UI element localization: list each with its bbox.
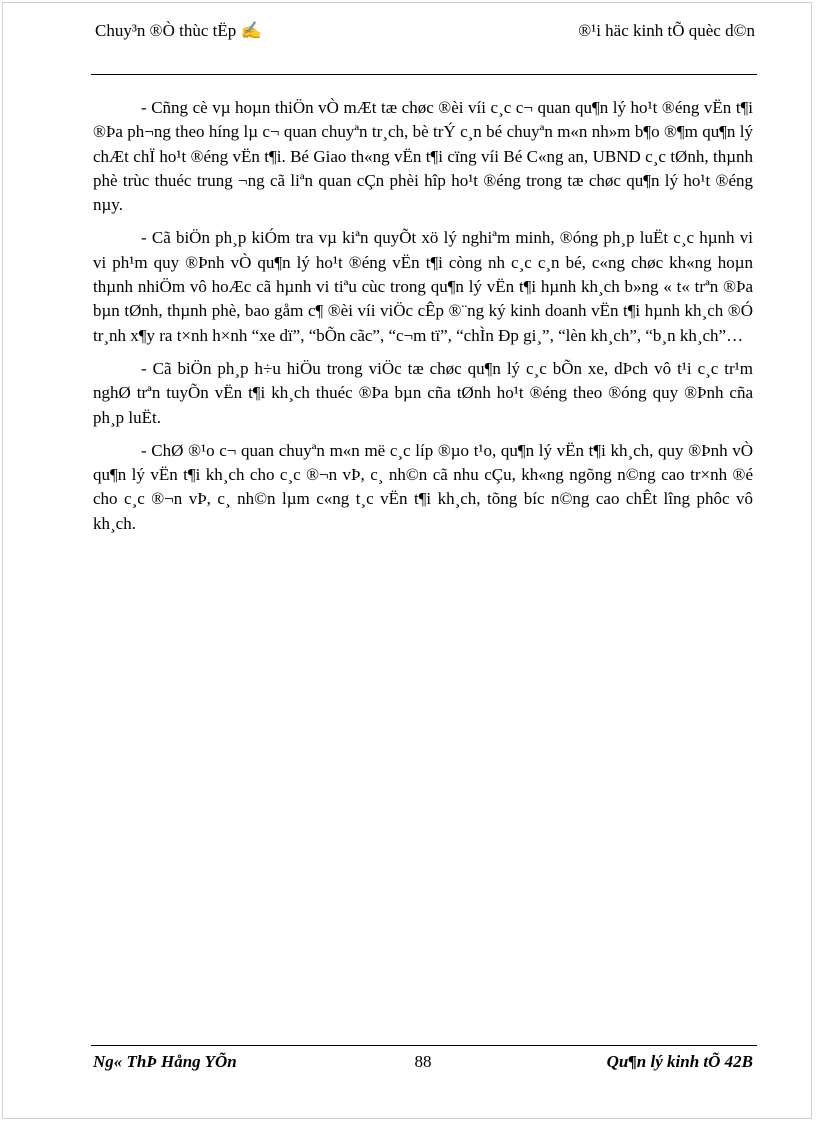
footer-divider [91, 1045, 757, 1046]
page-footer [93, 1052, 753, 1076]
footer-author: Ng« ThÞ Hång YÕn [93, 1052, 237, 1071]
page-header [95, 21, 755, 45]
paragraph-3: - Cã biÖn ph¸p h÷u hiÖu trong viÖc tæ chøc qu¶n lý c¸c bÕn xe, dÞch vô t¹i c¸c tr¹m nghØ trªn tuyÕn vËn t¶i kh¸ch thuéc ®Þa bµn cña tØnh ho¹t ®éng theo ®óng quy ®Þnh cña ph¸p luËt. [93, 358, 753, 427]
page-body [93, 96, 753, 545]
header-document-title: Chuy³n ®Ò thùc tËp ✍ [95, 21, 262, 40]
header-divider [91, 74, 757, 75]
footer-class-name: Qu¶n lý kinh tÕ 42B [606, 1052, 753, 1071]
paragraph-4: - ChØ ®¹o c¬ quan chuyªn m«n më c¸c líp ®µo t¹o, qu¶n lý vËn t¶i kh¸ch, quy ®Þnh vÒ qu¶n lý vËn t¶i kh¸ch cho c¸c ®¬n vÞ, c¸ nh©n cã nhu cÇu, kh«ng ngõng n©ng cao tr×nh ®é cho c¸c ®¬n vÞ, c¸ nh©n lµm c«ng t¸c vËn t¶i kh¸ch, tõng bíc n©ng cao chÊt lîng phôc vô kh¸ch. [93, 440, 753, 533]
paragraph-1: - Cñng cè vµ hoµn thiÖn vÒ mÆt tæ chøc ®èi víi c¸c c¬ quan qu¶n lý ho¹t ®éng vËn t¶i ®Þa ph¬ng theo híng lµ c¬ quan chuyªn tr¸ch, bè trÝ c¸n bé chuyªn m«n nh»m b¶o ®¶m qu¶n lý chÆt chÏ ho¹t ®éng vËn t¶i. Bé Giao th«ng vËn t¶i cïng víi Bé C«ng an, UBND c¸c tØnh, thµnh phè trùc thuéc trung ¬ng cã liªn quan cÇn phèi hîp ho¹t ®éng trong tæ chøc qu¶n lý ho¹t ®éng nµy. [93, 98, 753, 215]
footer-page-number: 88 [414, 1052, 432, 1071]
header-university-name: ®¹i häc kinh tÕ quèc d©n [578, 21, 755, 40]
paragraph-2: - Cã biÖn ph¸p kiÓm tra vµ kiªn quyÕt xö lý nghiªm minh, ®óng ph¸p luËt c¸c hµnh vi vi ph¹m quy ®Þnh vÒ qu¶n lý ho¹t ®éng vËn t¶i còng nh c¸c c¸n bé, c«ng chøc kh«ng hoµn thµnh nhiÖm vô hoÆc cã hµnh vi tiªu cùc trong qu¶n lý vËn t¶i hµnh kh¸ch b»ng « t« trªn ®Þa bµn tØnh, thµnh phè, bao gåm c¶ ®èi víi viÖc cÊp ®¨ng ký kinh doanh vËn t¶i hµnh kh¸ch ®Ó tr¸nh x¶y ra t×nh h×nh “xe dï”, “bÕn cãc”, “c¬m tï”, “chÌn Ðp gi¸”, “lèn kh¸ch”, “b¸n kh¸ch”… [93, 228, 753, 345]
